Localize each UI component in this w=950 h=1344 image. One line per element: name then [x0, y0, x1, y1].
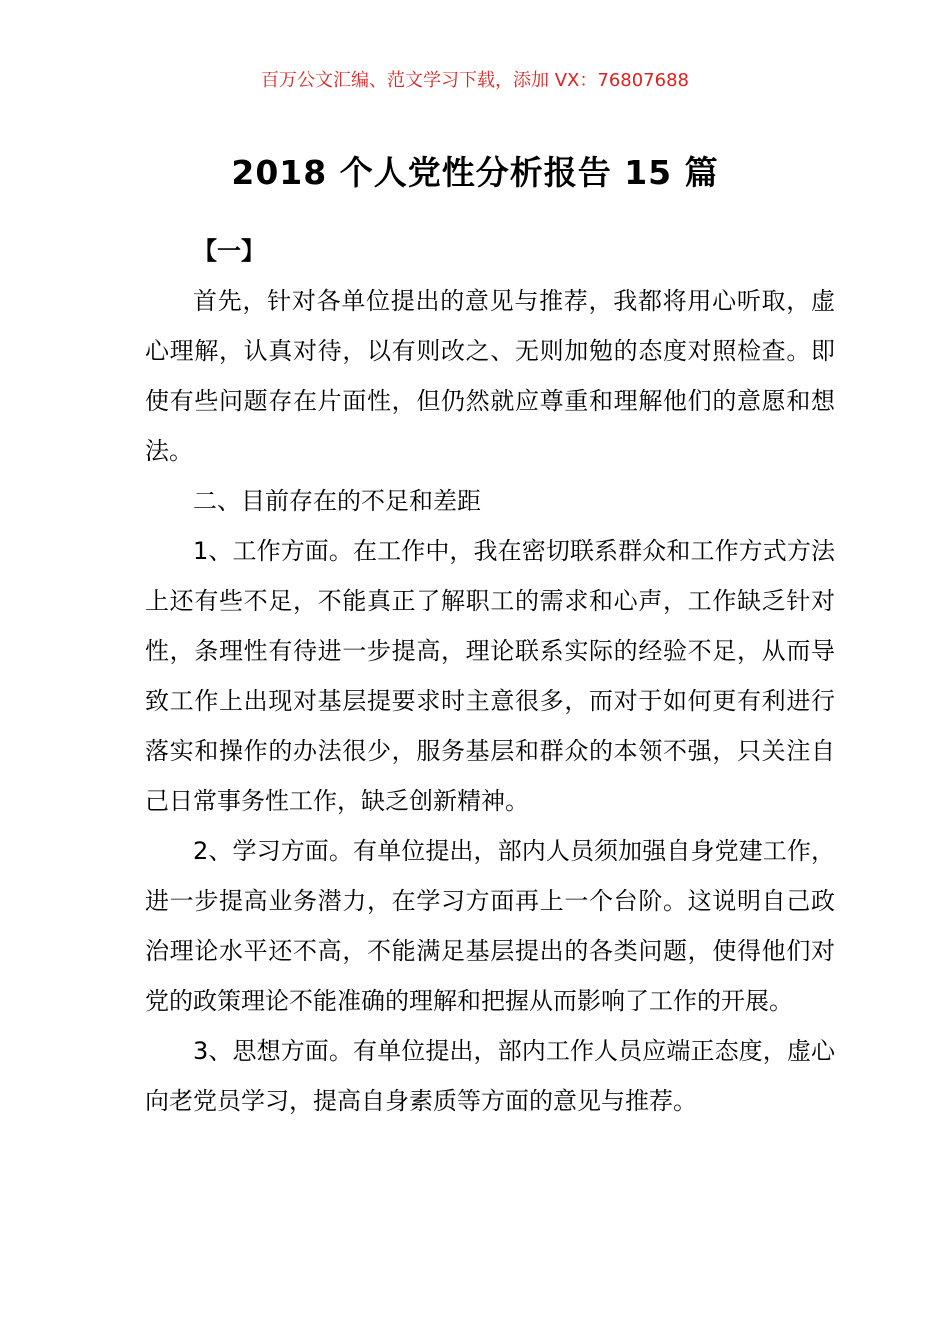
paragraph-intro: 首先，针对各单位提出的意见与推荐，我都将用心听取，虚心理解，认真对待，以有则改之、无则加勉的态度对照检查。即使有些问题存在片面性，但仍然就应尊重和理解他们的意愿和想法。 — [145, 287, 835, 465]
paragraph-work: 1、工作方面。在工作中，我在密切联系群众和工作方式方法上还有些不足，不能真正了解职工的需求和心声，工作缺乏针对性，条理性有待进一步提高，理论联系实际的经验不足，从而导致工作上出现对基层提要求时主意很多，而对于如何更有利进行落实和操作的办法很少，服务基层和群众的本领不强，只关注自己日常事务性工作，缺乏创新精神。 — [145, 537, 835, 815]
paragraph-study: 2、学习方面。有单位提出，部内人员须加强自身党建工作，进一步提高业务潜力，在学习方面再上一个台阶。这说明自己政治理论水平还不高，不能满足基层提出的各类问题，使得他们对党的政策理论不能准确的理解和把握从而影响了工作的开展。 — [145, 837, 835, 1015]
paragraph-thinking: 3、思想方面。有单位提出，部内工作人员应端正态度，虚心向老党员学习，提高自身素质等方面的意见与推荐。 — [145, 1037, 835, 1115]
section-heading-shortcomings: 二、目前存在的不足和差距 — [193, 487, 481, 515]
header-note: 百万公文汇编、范文学习下载，添加 VX：76807688 — [261, 70, 689, 91]
document-title: 2018 个人党性分析报告 15 篇 — [231, 153, 719, 193]
document-body — [145, 226, 835, 1126]
section-marker: 【一】 — [193, 237, 265, 265]
